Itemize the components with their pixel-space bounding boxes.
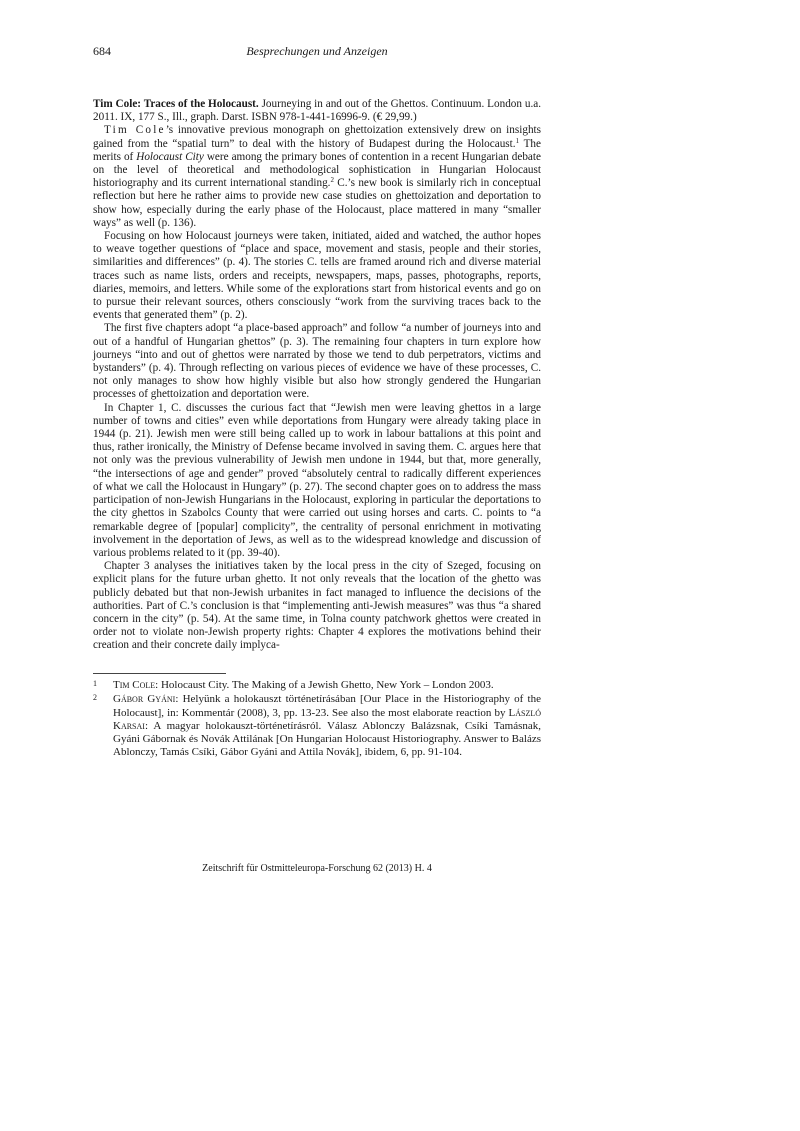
page-number: 684: [93, 44, 111, 58]
footnote-1: [93, 679, 541, 692]
running-title: Besprechungen und Anzeigen: [246, 44, 388, 58]
review-body: [93, 98, 541, 653]
footnote-text: : Holocaust City. The Making of a Jewish Ghetto, New York – London 2003.: [155, 679, 494, 691]
paragraph-2: Focusing on how Holocaust journeys were taken, initiated, aided and watched, the author hopes to weave together questions of “place and space, movement and stasis, people and their stories, similarities and differences” (p. 4). The stories C. tells are framed around rich and diverse material traces such as name lists, orders and receipts, newspapers, maps, passes, photographs, reports, diaries, memoirs, and letters. While some of the explorations start from historical events and go on to pursue their relevant sources, others consciously “work from the surviving traces back to the events that generated them” (p. 2).: [93, 230, 541, 322]
paragraph-4: In Chapter 1, C. discusses the curious fact that “Jewish men were leaving ghettos in a large number of towns and cities” even while deportations from Hungary were already taking place in 1944 (p. 21). Jewish men were still being called up to work in labour battalions at this point and thus, rather ironically, the Ministry of Defense became involved in saving them. C. argues here that not only was the previous vulnerability of Jewish men undone in 1944, but that, more generally, “the intersections of age and gender” proved “absolutely central to radically different experiences of what we call the Holocaust in Hungary” (p. 27). The second chapter goes on to address the mass participation of non-Jewish Hungarians in the Holocaust, exploring in particular the deportations to the city ghettos in Szabolcs County that were carried out using horses and carts. C. points to “a remarkable degree of [popular] complicity”, the centrality of personal enrichment in motivating involvement in the deportation of Jews, as well as to the widespread knowledge and discussion of various problems related to it (pp. 39-40).: [93, 401, 541, 559]
footnote-text-b: : A magyar holokauszt-történetírásról. Válasz Ablonczy Balázsnak, Csíki Tamásnak, Gyáni Gábornak és Novák Attilának [On Hungarian Holocaust Historiography. Answer to Balázs Ablonczy, Tamás Csíki, Gábor Gyáni and Attila Novák], ibidem, 6, pp. 91-104.: [113, 719, 541, 759]
review-heading-bold: Tim Cole: Traces of the Holocaust.: [93, 98, 259, 110]
footnote-ref-2[interactable]: 2: [330, 176, 334, 185]
reviewed-author-spaced: Tim Cole: [104, 124, 166, 137]
paragraph-1: [93, 124, 541, 230]
footnote-author: Gábor Gyáni: [113, 693, 176, 706]
footnote-2: [93, 693, 541, 759]
paragraph-1-text-b: The merits of: [93, 137, 541, 163]
footnote-author-2: László Karsai: [113, 706, 541, 732]
footnote-number: 1: [93, 679, 97, 688]
footnote-number: 2: [93, 693, 97, 703]
review-heading: [93, 98, 541, 124]
footnote-separator: [93, 673, 226, 674]
paragraph-5: Chapter 3 analyses the initiatives taken by the local press in the city of Szeged, focusing on explicit plans for the future urban ghetto. It not only reveals that the location of the ghetto was publicly debated but that non-Jewish urbanites in fact managed to influence the decisions of the authorities. Part of C.’s conclusion is that “implementing anti-Jewish measures” was thus “a shared concern in the city” (p. 54). At the same time, in Tolna county patchwork ghettos were created in order not to violate non-Jewish property rights: Chapter 4 explores the motivations behind their creation and their concrete daily implyca-: [93, 560, 541, 652]
paragraph-1-text-a: ’s innovative previous monograph on ghettoization extensively drew on insights gained from the “spatial turn” to deal with the history of Budapest during the Holocaust.: [93, 124, 541, 150]
paragraph-1-text-c: were among the primary bones of contention in a recent Hungarian debate on the level of theoretical and methodological sophistication in Hungarian Holocaust historiography and its current international standing.: [93, 150, 541, 190]
footnote-author: Tim Cole: [113, 679, 156, 691]
book-title-italic: Holocaust City: [136, 150, 204, 163]
paragraph-3: The first five chapters adopt “a place-based approach” and follow “a number of journeys into and out of a handful of Hungarian ghettos” (p. 3). The remaining four chapters in turn explore how journeys “into and out of ghettos were narrated by those we tend to dub perpetrators, victims and bystanders” (p. 4). Through reflecting on various pieces of evidence we have of these processes, C. not only manages to show how highly visible but also how strongly gendered the Hungarian processes of ghettoization and deportation were.: [93, 322, 541, 401]
page-header: [93, 44, 541, 64]
footnote-ref-1[interactable]: 1: [515, 136, 520, 145]
footnotes: [93, 679, 541, 761]
review-bibliographic-details: Journeying in and out of the Ghettos. Continuum. London u.a. 2011. IX, 177 S., Ill., graph. Darst. ISBN 978-1-441-16996-9. (€ 29,99.): [93, 98, 541, 124]
paragraph-1-text-d: C.’s new book is similarly rich in conceptual reflection but here he rather aims to provide new case studies on ghettoization and deportation to show how, especially during the early phase of the Holocaust, place mattered in many “smaller ways” as well (p. 136).: [93, 177, 541, 229]
journal-footer: Zeitschrift für Ostmitteleuropa-Forschung 62 (2013) H. 4: [202, 863, 432, 874]
footnote-text-a: : Helyünk a holokauszt történetírásában [Our Place in the Historiography of the Holocaust], in: Kommentár (2008), 3, pp. 13-23. See also the most elaborate reaction by: [113, 693, 541, 719]
